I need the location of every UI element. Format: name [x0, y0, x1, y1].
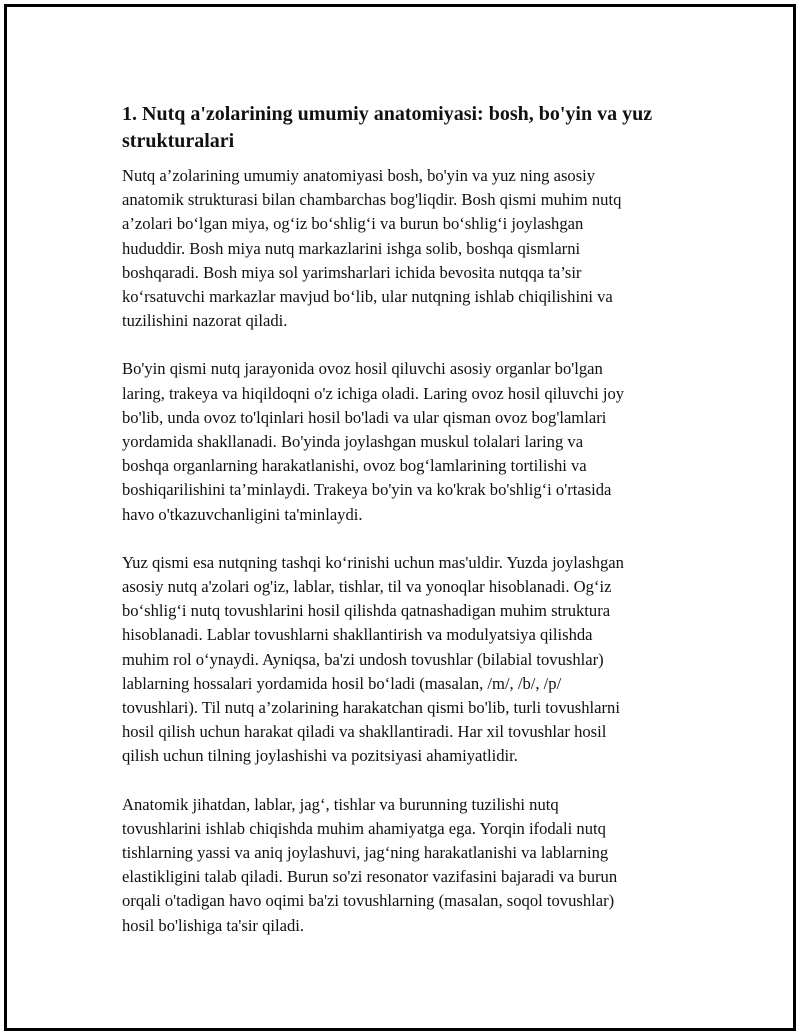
text-line: Nutq a’zolarining umumiy anatomiyasi bosh, bo'yin va yuz ning asosiy — [122, 166, 596, 185]
text-line: yordamida shakllanadi. Bo'yinda joylashgan muskul tolalari laring va — [122, 432, 584, 452]
text-line: qilish uchun tilning joylashishi va pozitsiyasi ahamiyatlidir. — [122, 746, 518, 766]
text-line: hududdir. Bosh miya nutq markazlarini ishga solib, boshqa qismlarni — [122, 238, 581, 258]
text-line: hosil qilish uchun harakat qiladi va shakllantiradi. Har xil tovushlar hosil — [122, 722, 607, 742]
paragraph-head-anatomy — [122, 164, 712, 333]
section-heading — [122, 101, 712, 155]
text-line: elastikligini talab qiladi. Burun so'zi resonator vazifasini bajaradi va burun — [122, 867, 618, 887]
text-line: bo‘shlig‘i nutq tovushlarini hosil qilishda qatnashadigan muhim struktura — [122, 601, 611, 621]
text-line: tuzilishini nazorat qiladi. — [122, 311, 288, 331]
text-line: havo o'tkazuvchanligini ta'minlaydi. — [122, 504, 363, 524]
heading-line: 1. Nutq a'zolarining umumiy anatomiyasi: bosh, bo'yin va yuz — [122, 103, 653, 125]
paragraph-anatomical-structure — [122, 793, 712, 938]
text-line: lablarning hossalari yordamida hosil bo‘ladi (masalan, /m/, /b/, /p/ — [122, 673, 562, 693]
text-line: tishlarning yassi va aniq joylashuvi, jag‘ning harakatlanishi va lablarning — [122, 843, 609, 863]
text-line: boshqa organlarning harakatlanishi, ovoz bog‘lamlarining tortilishi va — [122, 456, 587, 476]
text-line: Bo'yin qismi nutq jarayonida ovoz hosil qiluvchi asosiy organlar bo'lgan — [122, 359, 603, 379]
text-line: Anatomik jihatdan, lablar, jag‘, tishlar va burunning tuzilishi nutq — [122, 794, 559, 814]
text-line: muhim rol o‘ynaydi. Ayniqsa, ba'zi undosh tovushlar (bilabial tovushlar) — [122, 649, 604, 669]
text-line: hisoblanadi. Lablar tovushlarni shakllantirish va modulyatsiya qilishda — [122, 625, 593, 645]
text-line: bo'lib, unda ovoz to'lqinlari hosil bo'ladi va ular qisman ovoz bog'lamlari — [122, 407, 607, 427]
text-line: hosil bo'lishiga ta'sir qiladi. — [122, 915, 305, 935]
page-frame — [4, 4, 796, 1031]
heading-line: strukturalari — [122, 130, 235, 152]
text-line: laring, trakeya va hiqildoqni o'z ichiga oladi. Laring ovoz hosil qiluvchi joy — [122, 383, 625, 403]
text-line: anatomik strukturasi bilan chambarchas bog'liqdir. Bosh qismi muhim nutq — [122, 190, 622, 210]
text-line: Yuz qismi esa nutqning tashqi ko‘rinishi uchun mas'uldir. Yuzda joylashgan — [122, 552, 624, 572]
paragraph-face-anatomy — [122, 551, 712, 769]
text-line: orqali o'tadigan havo oqimi ba'zi tovushlarning (masalan, soqol tovushlar) — [122, 891, 615, 911]
text-line: a’zolari bo‘lgan miya, og‘iz bo‘shlig‘i va burun bo‘shlig‘i joylashgan — [122, 214, 584, 234]
text-line: tovushlarini ishlab chiqishda muhim ahamiyatga ega. Yorqin ifodali nutq — [122, 818, 606, 838]
document-body — [122, 101, 712, 962]
paragraph-neck-anatomy — [122, 357, 712, 526]
text-line: boshqaradi. Bosh miya sol yarimsharlari ichida bevosita nutqqa ta’sir — [122, 262, 582, 282]
text-line: tovushlari). Til nutq a’zolarining harakatchan qismi bo'lib, turli tovushlarni — [122, 698, 620, 718]
text-line: ko‘rsatuvchi markazlar mavjud bo‘lib, ular nutqning ishlab chiqilishini va — [122, 287, 613, 307]
text-line: asosiy nutq a'zolari og'iz, lablar, tishlar, til va yonoqlar hisoblanadi. Og‘iz — [122, 577, 612, 597]
text-line: boshiqarilishini ta’minlaydi. Trakeya bo'yin va ko'krak bo'shlig‘i o'rtasida — [122, 480, 612, 500]
